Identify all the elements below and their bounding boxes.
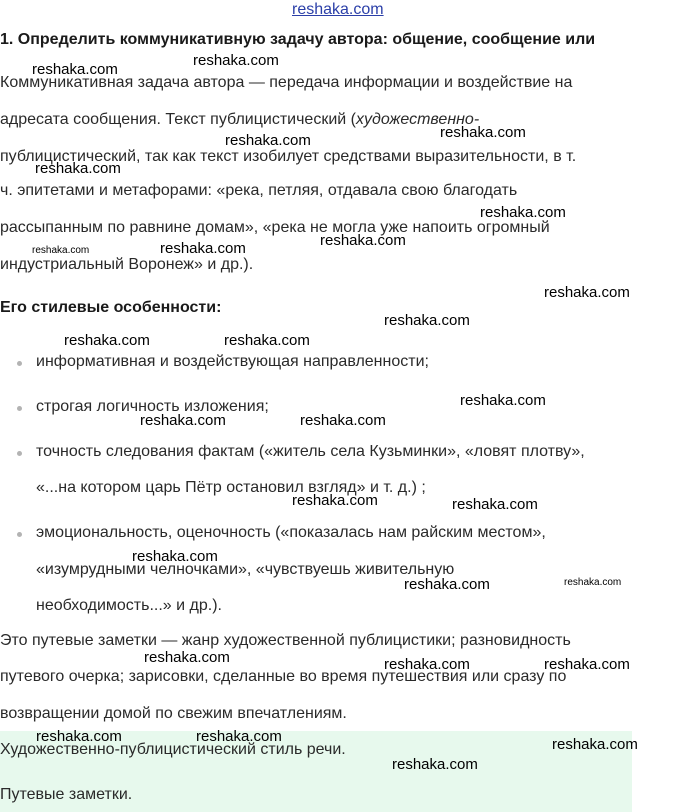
watermark: reshaka.com [224, 332, 310, 349]
watermark: reshaka.com [36, 728, 122, 745]
watermark: reshaka.com [300, 412, 386, 429]
paragraph-line: публицистический, так как текст изобилует средствами выразительности, в т. [0, 148, 577, 165]
watermark: reshaka.com [132, 548, 218, 565]
list-item: эмоциональность, оценочность («показалась нам райским местом», [36, 524, 546, 541]
watermark: reshaka.com [64, 332, 150, 349]
watermark: reshaka.com [144, 649, 230, 666]
paragraph-line: Это путевые заметки — жанр художественной публицистики; разновидность [0, 632, 571, 649]
paragraph-line: ч. эпитетами и метафорами: «река, петляя, отдавала свою благодать [0, 182, 518, 199]
paragraph-line: рассыпанным по равнине домам», «река не могла уже напоить огромный [0, 219, 550, 236]
watermark: reshaka.com [160, 240, 246, 257]
watermark: reshaka.com [404, 576, 490, 593]
paragraph-line: индустриальный Воронеж» и др.). [0, 256, 254, 273]
list-item-continuation: «изумрудными челночками», «чувствуешь живительную [36, 561, 455, 578]
watermark: reshaka.com [544, 656, 630, 673]
watermark: reshaka.com [480, 204, 566, 221]
watermark: reshaka.com [32, 61, 118, 78]
watermark: reshaka.com [225, 132, 311, 149]
watermark: reshaka.com [193, 52, 279, 69]
watermark: reshaka.com [440, 124, 526, 141]
site-link[interactable]: reshaka.com [292, 1, 384, 18]
watermark: reshaka.com [544, 284, 630, 301]
watermark: reshaka.com [460, 392, 546, 409]
list-item-continuation: «...на котором царь Пётр остановил взгляд» и т. д.) ; [36, 479, 426, 496]
task-heading: 1. Определить коммуникативную задачу автора: общение, сообщение или [0, 31, 596, 48]
watermark: reshaka.com [384, 656, 470, 673]
bullet-icon [17, 361, 22, 366]
bullet-icon [17, 532, 22, 537]
watermark: reshaka.com [392, 756, 478, 773]
style-features-heading: Его стилевые особенности: [0, 299, 222, 316]
bullet-icon [17, 406, 22, 411]
list-item: информативная и воздействующая направленности; [36, 353, 429, 370]
paragraph-line [0, 111, 479, 129]
list-item: точность следования фактам («житель села Кузьминки», «ловят плотву», [36, 443, 585, 460]
watermark: reshaka.com [320, 232, 406, 249]
answer-line: Художественно-публицистический стиль речи. [0, 741, 346, 758]
watermark: reshaka.com [196, 728, 282, 745]
paragraph-text: адресата сообщения. Текст публицистический ( [0, 111, 356, 128]
watermark: reshaka.com [384, 312, 470, 329]
list-item: строгая логичность изложения; [36, 398, 269, 415]
watermark: reshaka.com [32, 245, 90, 256]
paragraph-line: возвращении домой по свежим впечатлениям. [0, 705, 347, 722]
watermark: reshaka.com [292, 492, 378, 509]
answer-line: Путевые заметки. [0, 786, 133, 803]
paragraph-line: путевого очерка; зарисовки, сделанные во время путешествия или сразу по [0, 668, 567, 685]
watermark: reshaka.com [35, 160, 121, 177]
paragraph-line: Коммуникативная задача автора — передача информации и воздействие на [0, 74, 573, 91]
watermark: reshaka.com [564, 577, 622, 588]
watermark: reshaka.com [140, 412, 226, 429]
watermark: reshaka.com [552, 736, 638, 753]
watermark: reshaka.com [452, 496, 538, 513]
bullet-icon [17, 451, 22, 456]
list-item-continuation: необходимость...» и др.). [36, 597, 222, 614]
paragraph-italic-text: художественно- [355, 111, 480, 128]
